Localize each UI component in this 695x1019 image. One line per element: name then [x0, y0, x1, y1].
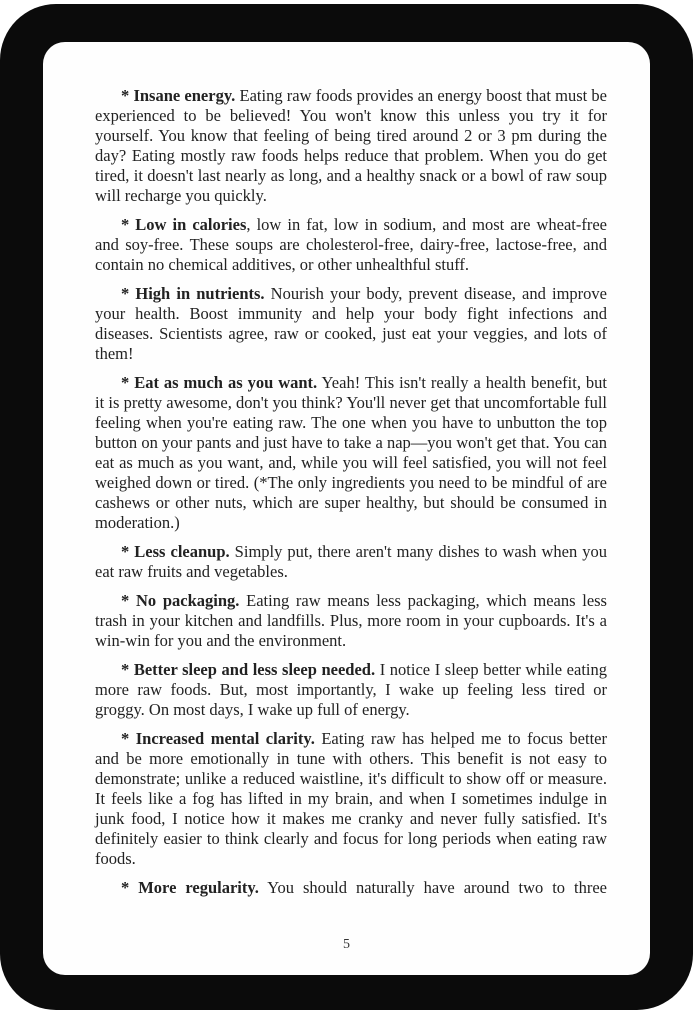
- benefit-body: , low in fat, low in sodium, and most are wheat-free and soy-free. These soups are cholesterol-free, dairy-free, lactose-free, and contain no chemical additives, or other unhealthful stuff.: [95, 215, 607, 274]
- benefit-body: Simply put, there aren't many dishes to wash when you eat raw fruits and vegetables.: [95, 542, 607, 581]
- ereader-device-frame: [0, 4, 693, 1010]
- page-number: 5: [343, 937, 350, 952]
- benefit-body: Eating raw has helped me to focus better and be more emotionally in tune with others. This benefit is not easy to demonstrate; unlike a reduced waistline, it's difficult to show off or measure. It feels like a fog has lifted in my brain, and when I sometimes indulge in junk food, I notice how it makes me cranky and never fully satisfied. It's definitely easier to think clearly and focus for long periods when eating raw foods.: [95, 729, 607, 868]
- benefit-paragraph: [95, 284, 607, 364]
- benefit-paragraph: [95, 86, 607, 206]
- benefit-body: Eating raw means less packaging, which means less trash in your kitchen and landfills. Plus, more room in your cupboards. It's a win-win for you and the environment.: [95, 591, 607, 650]
- benefit-paragraph: [95, 878, 607, 898]
- benefit-title: * Insane energy.: [121, 86, 236, 105]
- benefit-paragraph: [95, 542, 607, 582]
- benefit-body: I notice I sleep better while eating more raw foods. But, most importantly, I wake up feeling less tired or groggy. On most days, I wake up full of energy.: [95, 660, 607, 719]
- benefit-title: * More regularity.: [121, 878, 259, 897]
- ereader-page[interactable]: [43, 42, 650, 975]
- benefit-body: Yeah! This isn't really a health benefit, but it is pretty awesome, don't you think? You'll never get that uncomfortable full feeling when you're eating raw. The one when you have to unbutton the top button on your pants and just have to take a nap—you won't get that. You can eat as much as you want, and, while you will feel satisfied, you will not feel weighed down or tired. (*The only ingredients you need to be mindful of are cashews or other nuts, which are super healthy, but should be consumed in moderation.): [95, 373, 607, 532]
- benefit-title: * Less cleanup.: [121, 542, 230, 561]
- benefit-body: You should naturally have around two to three: [258, 878, 607, 897]
- benefit-paragraph: [95, 660, 607, 720]
- benefit-title: * Low in calories: [121, 215, 247, 234]
- benefit-title: * Increased mental clarity.: [121, 729, 315, 748]
- benefit-paragraph: [95, 215, 607, 275]
- benefit-title: * Eat as much as you want.: [121, 373, 318, 392]
- benefit-paragraph: [95, 591, 607, 651]
- book-text-column: [95, 86, 607, 898]
- benefit-title: * High in nutrients.: [121, 284, 265, 303]
- benefit-body: Nourish your body, prevent disease, and improve your health. Boost immunity and help your body fight infections and diseases. Scientists agree, raw or cooked, just eat your veggies, and lots of them!: [95, 284, 607, 363]
- benefit-paragraph: [95, 373, 607, 533]
- benefit-title: * Better sleep and less sleep needed.: [121, 660, 376, 679]
- benefit-body: Eating raw foods provides an energy boost that must be experienced to be believed! You won't know this unless you try it for yourself. You know that feeling of being tired around 2 or 3 pm during the day? Eating mostly raw foods helps reduce that problem. When you do get tired, it doesn't last nearly as long, and a healthy snack or a bowl of raw soup will recharge you quickly.: [95, 86, 607, 205]
- benefit-title: * No packaging.: [121, 591, 240, 610]
- benefit-paragraph: [95, 729, 607, 869]
